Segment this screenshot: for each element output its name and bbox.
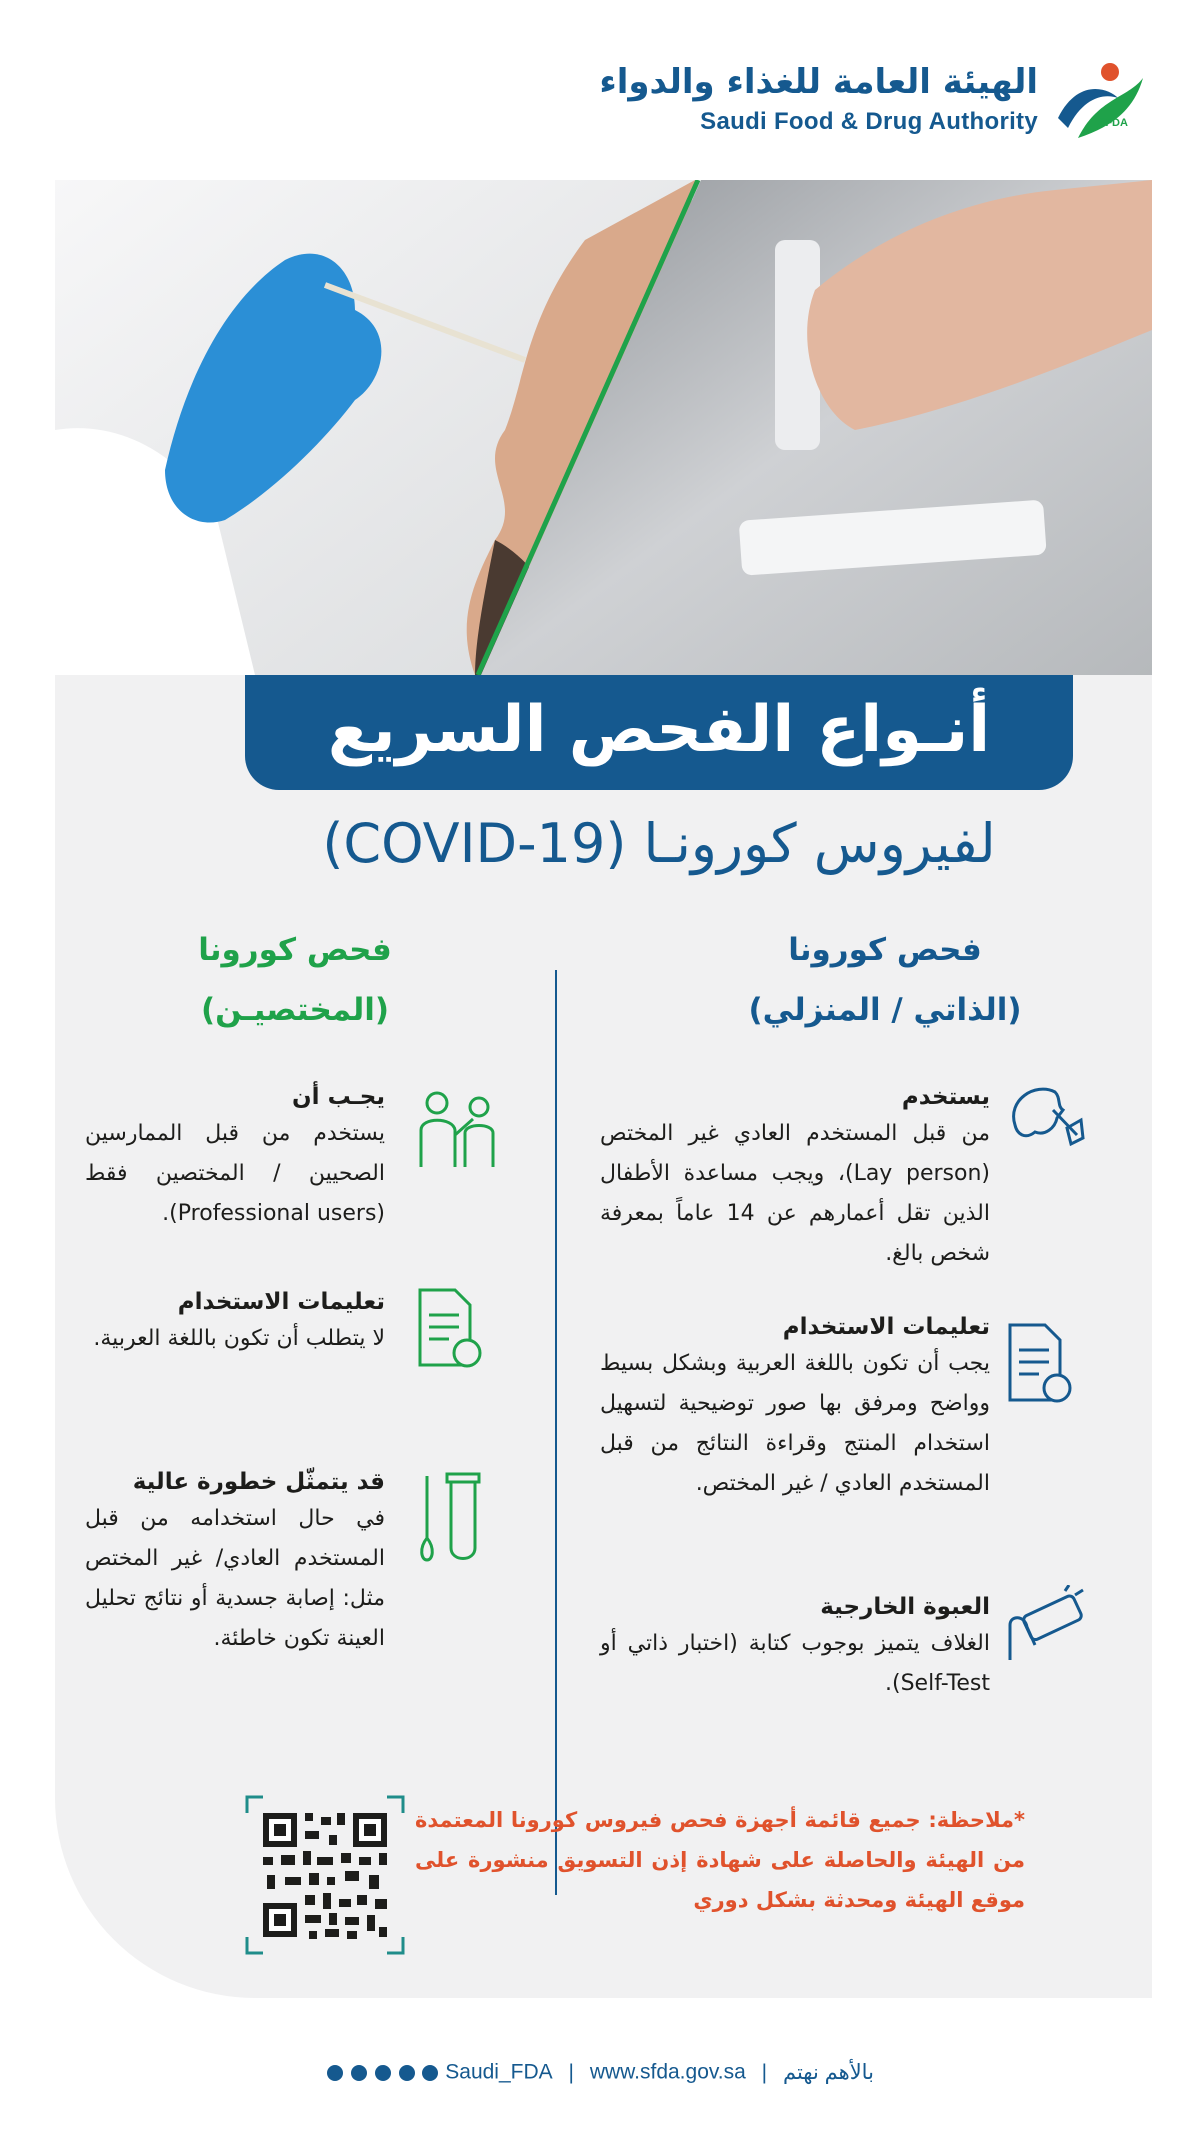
pro-heading-line2: (المختصيـن): [200, 992, 390, 1028]
social-handle[interactable]: Saudi_FDA: [445, 2060, 553, 2084]
home-packaging-text: الغلاف يتميز بوجوب كتابة (اختبار ذاتي أو Self-Test).: [600, 1631, 990, 1696]
approved-devices-note: *ملاحظة: جميع قائمة أجهزة فحص فيروس كورونا المعتمدة من الهيئة والحاصلة على شهادة إذن التسويق منشورة على موقع الهيئة ومحدثة بشكل دوري: [415, 1808, 1025, 1912]
pro-usage-block: [85, 1080, 385, 1234]
pro-instructions-block: [85, 1285, 385, 1359]
website-link[interactable]: www.sfda.gov.sa: [589, 2060, 746, 2084]
home-usage-text: من قبل المستخدم العادي غير المختص (Lay person)، ويجب مساعدة الأطفال الذين تقل أعمارهم عن 14 عاماً بمعرفة شخص بالغ.: [600, 1121, 990, 1266]
slogan: بالأهم نهتم: [782, 2061, 874, 2084]
pro-heading-line1: فحص كورونا: [198, 932, 392, 968]
footer-separator-1: |: [568, 2060, 574, 2084]
home-usage-block: [600, 1080, 990, 1274]
instagram-icon[interactable]: [375, 2065, 391, 2081]
page-subtitle: لفيروس كورونـا (COVID-19): [322, 812, 996, 875]
sfda-emblem-icon: [1048, 58, 1148, 148]
pro-risk-title: قد يتمثّل خطورة عالية: [132, 1469, 385, 1495]
footer: [0, 2060, 1200, 2085]
home-test-heading: [685, 920, 1085, 1040]
facebook-icon[interactable]: [422, 2065, 438, 2081]
pro-usage-title: يجـب أن: [292, 1084, 385, 1110]
logo-arabic-name: الهيئة العامة للغذاء والدواء: [599, 62, 1038, 102]
main-card: [55, 180, 1152, 1998]
youtube-icon[interactable]: [399, 2065, 415, 2081]
home-heading-line2: (الذاتي / المنزلي): [748, 992, 1022, 1028]
pro-instructions-title: تعليمات الاستخدام: [177, 1289, 385, 1315]
home-instructions-text: يجب أن تكون باللغة العربية وبشكل بسيط وواضح ومرفق بها صور توضيحية لتسهيل استخدام المنتج وقراءة النتائج من قبل المستخدم العادي / غير المختص.: [600, 1351, 990, 1496]
pro-test-heading: [130, 920, 460, 1040]
sfda-logo: [599, 58, 1148, 148]
home-instructions-block: [600, 1310, 990, 1504]
hero-photos: [55, 180, 1152, 675]
pro-risk-block: [85, 1465, 385, 1659]
qr-code[interactable]: [245, 1795, 405, 1955]
home-packaging-title: العبوة الخارجية: [820, 1594, 990, 1620]
home-packaging-block: [600, 1590, 990, 1704]
logo-english-name: Saudi Food & Drug Authority: [700, 108, 1038, 135]
test-tube-icon: [415, 1470, 485, 1565]
document-english-icon: [415, 1285, 485, 1370]
home-instructions-title: تعليمات الاستخدام: [782, 1314, 990, 1340]
professionals-icon: [415, 1085, 500, 1170]
page-title: أنـواع الفحص السريع: [327, 693, 991, 767]
document-arabic-icon: [1005, 1320, 1075, 1405]
home-heading-line1: فحص كورونا: [788, 932, 982, 968]
nasal-swab-icon: [1005, 1080, 1085, 1150]
pro-risk-text: في حال استخدامه من قبل المستخدم العادي/ غير المختص مثل: إصابة جسدية أو نتائج تحليل العينة تكون خاطئة.: [85, 1506, 385, 1651]
twitter-icon[interactable]: [327, 2065, 343, 2081]
test-kit-icon: [1005, 1585, 1090, 1665]
home-usage-title: يستخدم: [901, 1084, 990, 1110]
pro-instructions-text: لا يتطلب أن تكون باللغة العربية.: [93, 1326, 385, 1351]
column-divider: [555, 970, 557, 1895]
snapchat-icon[interactable]: [351, 2065, 367, 2081]
pro-usage-text: يستخدم من قبل الممارسين الصحيين / المختصين فقط (Professional users).: [85, 1121, 385, 1226]
logo-badge: SFDA: [1098, 117, 1128, 129]
title-banner: [245, 675, 1073, 790]
footer-separator-2: |: [761, 2060, 768, 2084]
